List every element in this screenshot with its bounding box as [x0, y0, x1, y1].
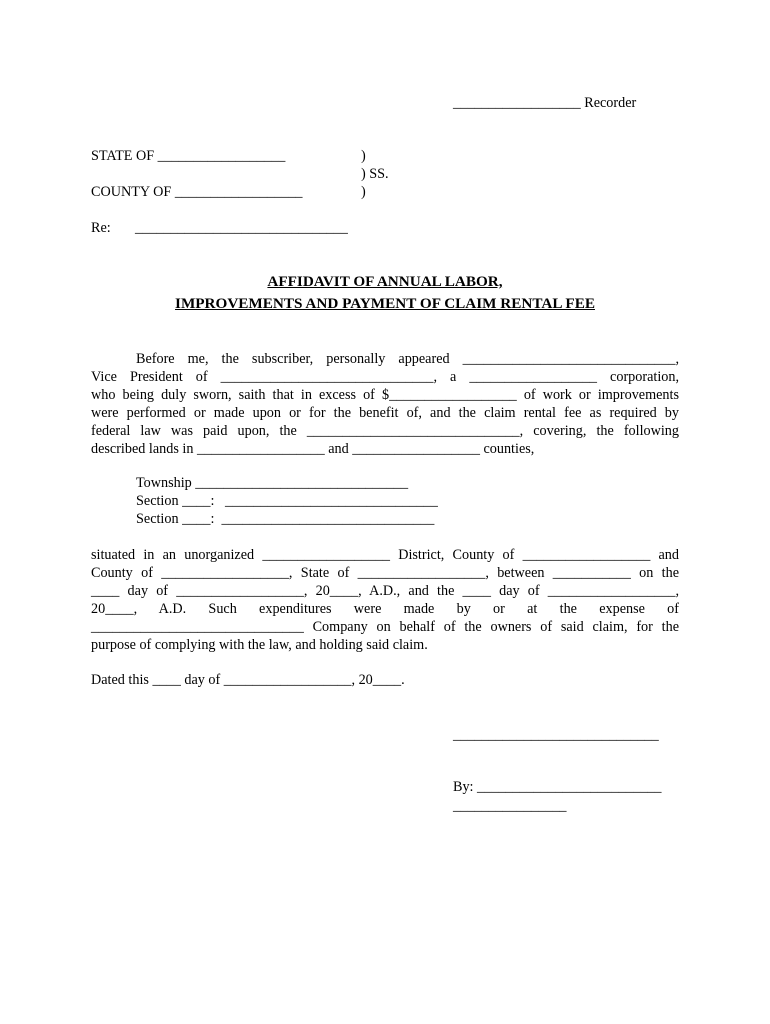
section-line: Section ____: ______________________________	[136, 493, 438, 509]
paragraph-line: described lands in __________________ and __________________ counties,	[91, 441, 535, 457]
paragraph-line: Vice President of ______________________________, a __________________ corporation,	[91, 369, 679, 385]
re-label: Re:	[91, 220, 111, 236]
re-blank: ______________________________	[135, 220, 348, 236]
county-of-line: COUNTY OF __________________	[91, 184, 303, 200]
venue-paren: )	[361, 148, 366, 164]
paragraph-line: who being duly sworn, saith that in excess of $__________________ of work or improvements	[91, 387, 679, 403]
venue-paren: )	[361, 184, 366, 200]
paragraph-line: situated in an unorganized __________________ District, County of __________________ and	[91, 547, 679, 563]
state-of-line: STATE OF __________________	[91, 148, 286, 164]
dated-line: Dated this ____ day of __________________, 20____.	[91, 672, 405, 688]
title-blank-line: ________________	[453, 798, 567, 814]
by-signature-line: By: __________________________	[453, 779, 662, 795]
paragraph-line: ______________________________ Company on behalf of the owners of said claim, for the	[91, 619, 679, 635]
township-line: Township ______________________________	[136, 475, 409, 491]
paragraph-line: federal law was paid upon, the ______________________________, covering, the following	[91, 423, 679, 439]
section-line: Section ____: ______________________________	[136, 511, 435, 527]
paragraph-line: 20____, A.D. Such expenditures were made by or at the expense of	[91, 601, 679, 617]
paragraph-line: purpose of complying with the law, and holding said claim.	[91, 637, 428, 653]
signature-line: _____________________________	[453, 727, 659, 743]
paragraph-line: Before me, the subscriber, personally appeared ______________________________,	[136, 351, 679, 367]
recorder-line: __________________ Recorder	[453, 95, 637, 111]
ss-label: ) SS.	[361, 166, 389, 182]
document-title-line-1: AFFIDAVIT OF ANNUAL LABOR,	[267, 273, 503, 290]
paragraph-line: were performed or made upon or for the benefit of, and the claim rental fee as required by	[91, 405, 679, 421]
paragraph-line: County of __________________, State of __________________, between ___________ on the	[91, 565, 679, 581]
document-title-line-2: IMPROVEMENTS AND PAYMENT OF CLAIM RENTAL FEE	[175, 295, 595, 312]
paragraph-line: ____ day of __________________, 20____, A.D., and the ____ day of __________________,	[91, 583, 679, 599]
